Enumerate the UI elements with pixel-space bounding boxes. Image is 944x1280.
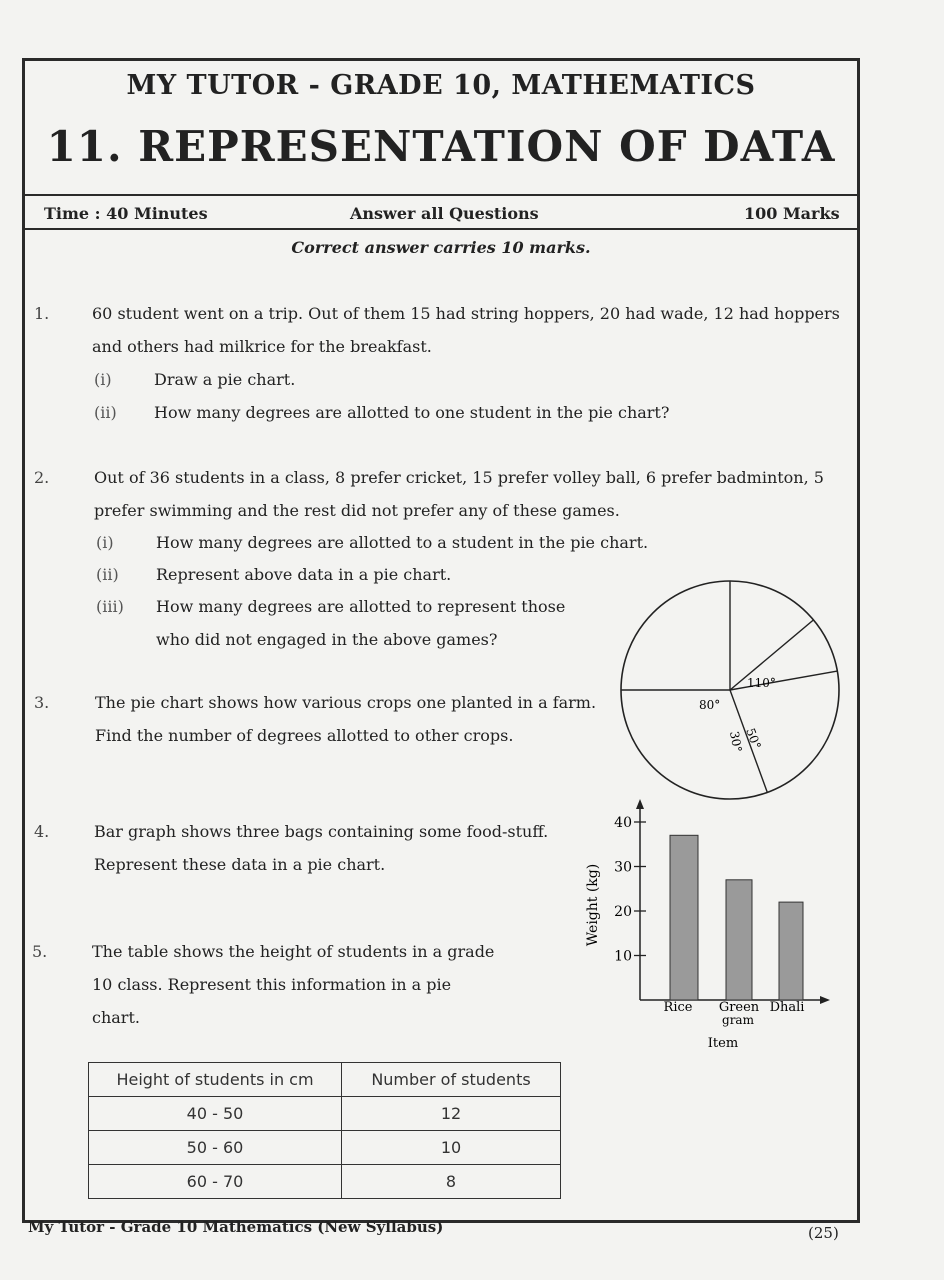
series-title: MY TUTOR - GRADE 10, MATHEMATICS <box>126 70 756 101</box>
height-table <box>88 1062 561 1199</box>
question-line: 10 class. Represent this information in a pie <box>92 975 452 994</box>
question-text <box>94 461 824 527</box>
part-text <box>156 590 565 656</box>
question-number: 5. <box>32 942 48 961</box>
x-axis-label: Item <box>707 1036 739 1051</box>
question-text <box>95 686 596 752</box>
question-line: The pie chart shows how various crops one planted in a farm. <box>95 693 597 712</box>
meta-divider <box>22 228 860 230</box>
question-line: chart. <box>92 1008 140 1027</box>
y-tick-label: 40 <box>614 815 632 831</box>
y-tick-label: 30 <box>614 859 632 876</box>
table-row <box>89 1131 561 1165</box>
footer-book-title: My Tutor - Grade 10 Mathematics (New Syllabus) <box>28 1218 444 1236</box>
question-line: Bar graph shows three bags containing some food-stuff. <box>94 822 549 841</box>
bar <box>779 902 803 1000</box>
table-cell: 10 <box>342 1131 561 1165</box>
table-cell: 12 <box>342 1097 561 1131</box>
question-line: Find the number of degrees allotted to other crops. <box>95 726 514 745</box>
bar <box>726 880 752 1000</box>
part-label: (ii) <box>94 403 117 422</box>
pie-sector-label: 110° <box>747 676 776 690</box>
table-header: Number of students <box>342 1063 561 1097</box>
y-axis-arrow <box>636 799 644 809</box>
header-divider <box>22 194 860 196</box>
part-line: who did not engaged in the above games? <box>156 630 498 649</box>
y-tick-label: 20 <box>614 904 632 920</box>
y-axis-label: Weight (kg) <box>585 863 601 947</box>
table-cell: 8 <box>342 1165 561 1199</box>
marks-note: Correct answer carries 10 marks. <box>291 238 591 257</box>
question-number: 3. <box>34 693 50 712</box>
part-text: Represent above data in a pie chart. <box>156 565 452 584</box>
bar <box>670 835 698 1000</box>
x-tick-label: Green <box>718 1000 760 1015</box>
part-text: How many degrees are allotted to one student in the pie chart? <box>154 403 670 422</box>
time-label: Time : 40 Minutes <box>44 204 208 223</box>
table-header: Height of students in cm <box>89 1063 342 1097</box>
part-label: (ii) <box>96 565 119 584</box>
part-text: Draw a pie chart. <box>154 370 296 389</box>
x-tick-label: gram <box>722 1013 754 1027</box>
pie-sector-label: 80° <box>699 698 721 712</box>
marks-label: 100 Marks <box>744 204 840 223</box>
question-number: 4. <box>34 822 50 841</box>
table-cell: 40 - 50 <box>89 1097 342 1131</box>
pie-sector-label: 50° <box>743 726 764 752</box>
y-tick-label: 10 <box>614 948 632 965</box>
question-line: The table shows the height of students in a grade <box>92 942 495 961</box>
part-text: How many degrees are allotted to a student in the pie chart. <box>156 533 649 552</box>
question-line: prefer swimming and the rest did not prefer any of these games. <box>94 501 620 520</box>
table-row <box>89 1097 561 1131</box>
question-line: Represent these data in a pie chart. <box>94 855 386 874</box>
food-bar-chart <box>578 795 833 1055</box>
question-line: Out of 36 students in a class, 8 prefer cricket, 15 prefer volley ball, 6 prefer badminton, 5 <box>94 468 824 487</box>
part-label: (i) <box>96 533 114 552</box>
question-text <box>92 297 840 363</box>
instruction-label: Answer all Questions <box>350 204 539 223</box>
table-row <box>89 1165 561 1199</box>
table-header-row <box>89 1063 561 1097</box>
part-label: (iii) <box>96 597 124 616</box>
question-text <box>92 935 494 1034</box>
x-tick-label: Dhali <box>769 1000 805 1015</box>
question-text <box>94 815 548 881</box>
question-line: 60 student went on a trip. Out of them 15 had string hoppers, 20 had wade, 12 had hoppers <box>92 304 840 323</box>
question-line: and others had milkrice for the breakfast. <box>92 337 432 356</box>
x-axis-arrow <box>820 996 830 1004</box>
pie-sector-label: 30° <box>727 730 745 754</box>
chapter-title: 11. REPRESENTATION OF DATA <box>46 122 836 171</box>
table-cell: 60 - 70 <box>89 1165 342 1199</box>
page-number: (25) <box>808 1224 839 1242</box>
x-tick-label: Rice <box>663 1000 693 1015</box>
question-number: 2. <box>34 468 50 487</box>
table-cell: 50 - 60 <box>89 1131 342 1165</box>
question-number: 1. <box>34 304 50 323</box>
part-label: (i) <box>94 370 112 389</box>
part-line: How many degrees are allotted to represent those <box>156 597 566 616</box>
crop-pie-chart <box>600 580 860 810</box>
